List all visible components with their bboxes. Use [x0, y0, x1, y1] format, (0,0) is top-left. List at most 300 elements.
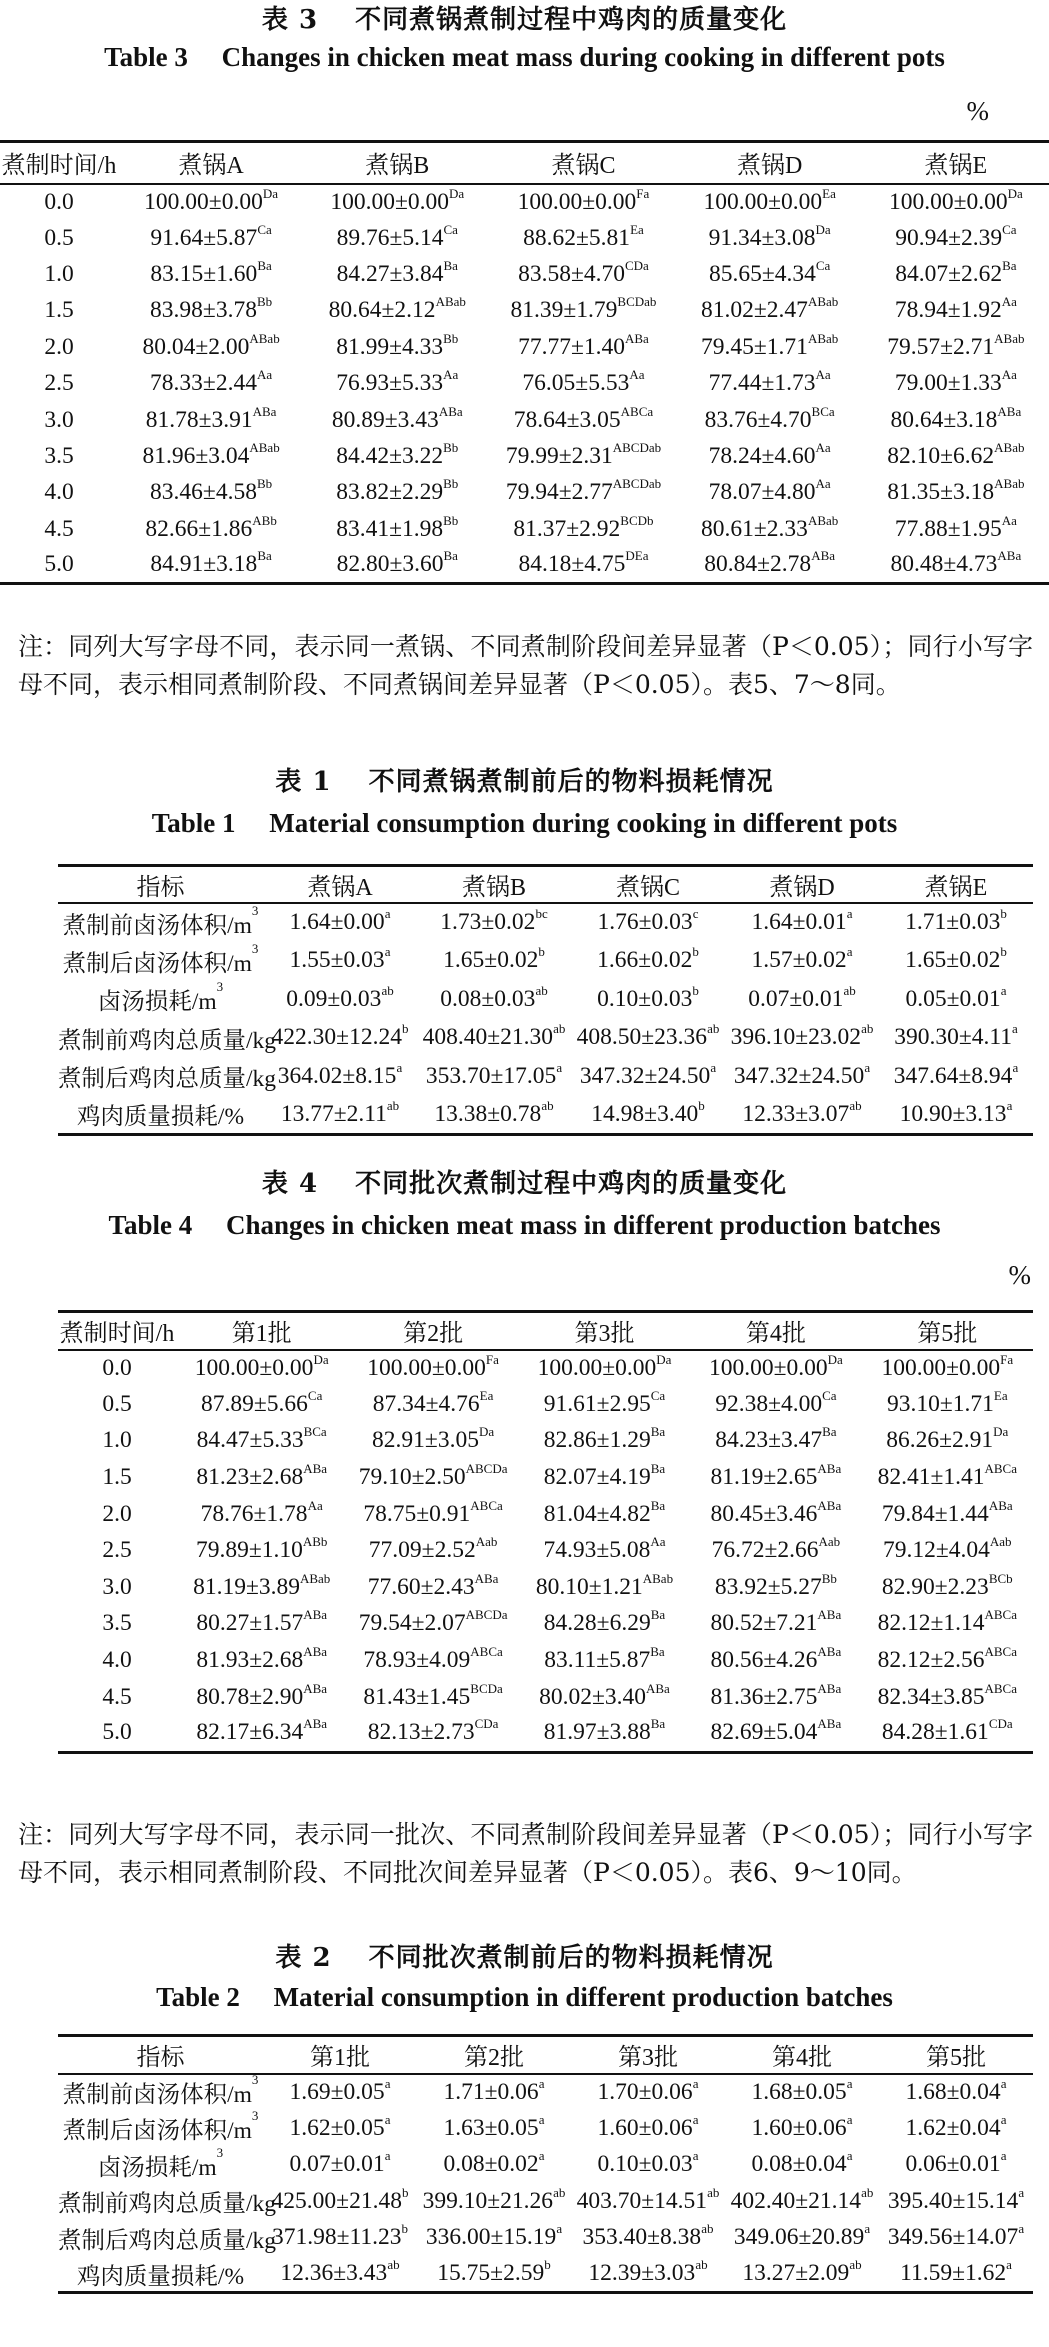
table-cell [417, 2110, 571, 2147]
table-cell [490, 475, 676, 511]
row-label [0, 256, 118, 292]
cell-value: 80.02±3.40 [539, 1683, 646, 1710]
significance-letters: Da [827, 1351, 843, 1367]
cell-value: 83.15±1.60 [150, 260, 258, 287]
cell-value: 13.38±0.78 [434, 1100, 542, 1127]
table-cell [347, 1642, 518, 1679]
cell-value: 92.38±4.00 [715, 1390, 823, 1417]
cell-value: 78.24±4.60 [708, 442, 816, 469]
significance-letters: DEa [625, 548, 649, 564]
column-header: 第3批 [571, 2036, 725, 2074]
cell-value: 81.93±2.68 [196, 1647, 304, 1674]
cell-value: 78.64±3.05 [513, 406, 621, 433]
table-cell [347, 1606, 518, 1643]
significance-letters: a [384, 2148, 391, 2164]
significance-letters: Aa [1001, 367, 1017, 383]
table3-note: 注：同列大写字母不同，表示同一煮锅、不同煮制阶段间差异显著（P＜0.05）；同行小写字母不同，表示相同煮制阶段、不同煮锅间差异显著（P＜0.05）。表5、7～8同。 [18, 632, 1033, 699]
significance-letters: ab [707, 1021, 720, 1037]
cell-value: 408.40±21.30 [422, 1024, 554, 1051]
row-label-text: 煮制前卤汤体积/m [62, 912, 252, 939]
table-cell [263, 2183, 417, 2220]
row-label [58, 942, 263, 981]
significance-letters: Da [313, 1351, 329, 1367]
row-label-text: 煮制后鸡肉总质量/kg [58, 1066, 277, 1093]
row-label-text: 卤汤损耗/m [97, 989, 217, 1016]
significance-letters: Bb [256, 476, 273, 492]
cell-value: 88.62±5.81 [523, 224, 631, 251]
column-header-label: 指标 [58, 866, 263, 904]
table-cell [263, 2256, 417, 2293]
table-cell [862, 1532, 1033, 1569]
table-cell [690, 1569, 861, 1606]
significance-letters: ABCDab [612, 439, 662, 455]
cell-value: 1.70±0.06 [597, 2078, 693, 2105]
row-label [0, 547, 118, 583]
significance-letters: Aa [629, 367, 645, 383]
significance-letters: Aa [815, 367, 831, 383]
significance-letters: Ba [1002, 257, 1017, 273]
significance-letters: Ba [650, 1716, 666, 1732]
significance-letters: a [692, 2111, 699, 2127]
table-cell [176, 1459, 347, 1496]
table-cell [118, 402, 304, 438]
column-header: 煮锅C [571, 866, 725, 904]
significance-letters: Aa [1001, 294, 1017, 310]
table-cell [118, 256, 304, 292]
table-cell [176, 1642, 347, 1679]
significance-letters: Ba [650, 1644, 665, 1660]
table-cell [879, 980, 1033, 1019]
row-label-text: 0.0 [44, 188, 74, 215]
cell-value: 84.28±6.29 [543, 1610, 651, 1637]
table-cell [863, 256, 1049, 292]
significance-letters: BCa [811, 403, 835, 419]
table-cell [118, 329, 304, 365]
significance-letters: Ba [650, 1607, 666, 1623]
column-header-label: 煮制时间/h [58, 1312, 176, 1350]
column-header: 煮锅D [677, 142, 863, 184]
row-label-text: 2.0 [44, 333, 74, 360]
significance-letters: ABa [988, 1497, 1013, 1513]
table-cell [304, 256, 490, 292]
table-cell [490, 256, 676, 292]
row-label [58, 1642, 176, 1679]
significance-letters: ABab [807, 294, 839, 310]
row-label-text: 2.0 [102, 1500, 132, 1527]
table-cell [879, 2147, 1033, 2184]
table-cell [725, 980, 879, 1019]
significance-letters: ABCDa [465, 1607, 508, 1623]
row-label [0, 438, 118, 474]
table-cell [690, 1679, 861, 1716]
significance-letters: Aa [307, 1497, 323, 1513]
cell-value: 0.10±0.03 [597, 985, 693, 1012]
table-cell [347, 1496, 518, 1533]
table-cell [677, 547, 863, 583]
significance-letters: Da [815, 221, 831, 237]
significance-letters: ab [386, 1097, 400, 1113]
significance-letters: b [401, 1021, 409, 1037]
table-cell [571, 1096, 725, 1135]
cell-value: 84.42±3.22 [336, 442, 444, 469]
table-cell [863, 184, 1049, 220]
significance-letters: ABa [303, 1607, 328, 1623]
significance-letters: ABCa [470, 1497, 503, 1513]
significance-letters: ABa [303, 1680, 328, 1696]
significance-letters: ABb [302, 1534, 328, 1550]
table-cell [490, 511, 676, 547]
table-cell [519, 1496, 690, 1533]
cell-value: 13.27±2.09 [742, 2260, 850, 2286]
table4-cn-title: 表 4 不同批次煮制过程中鸡肉的质量变化 [261, 1169, 788, 1199]
cell-value: 1.68±0.04 [905, 2078, 1001, 2105]
cell-value: 80.48±4.73 [890, 551, 998, 578]
table4-section [0, 1166, 1049, 1244]
row-label [58, 2183, 277, 2220]
row-label-superscript: 3 [251, 2108, 259, 2124]
table-cell [263, 980, 417, 1019]
table-cell [304, 184, 490, 220]
table-cell [725, 2147, 879, 2184]
significance-letters: Bb [443, 439, 459, 455]
cell-value: 81.99±4.33 [336, 333, 444, 360]
cell-value: 82.86±1.29 [543, 1427, 651, 1454]
column-header: 第2批 [417, 2036, 571, 2074]
table1-header [58, 866, 1033, 904]
table-cell [347, 1386, 518, 1423]
cell-value: 85.65±4.34 [708, 260, 816, 287]
significance-letters: a [846, 944, 853, 960]
cell-value: 83.76±4.70 [704, 406, 812, 433]
cell-value: 408.50±23.36 [576, 1024, 708, 1051]
significance-letters: ABa [817, 1461, 842, 1477]
table-cell [725, 1019, 879, 1058]
significance-letters: ABa [474, 1570, 499, 1586]
cell-value: 100.00±0.00 [881, 1354, 1001, 1381]
table4-header [58, 1312, 1033, 1350]
significance-letters: ABa [438, 403, 463, 419]
column-header: 第1批 [176, 1312, 347, 1350]
cell-value: 82.17±6.34 [196, 1719, 304, 1746]
significance-letters: b [538, 944, 545, 960]
table-cell [490, 220, 676, 256]
significance-letters: ABab [435, 294, 466, 310]
column-header-label: 煮制时间/h [0, 142, 118, 184]
cell-value: 402.40±21.14 [730, 2187, 862, 2214]
cell-value: 390.30±4.11 [894, 1024, 1012, 1051]
significance-letters: Ba [822, 1424, 837, 1440]
cell-value: 91.61±2.95 [543, 1390, 651, 1417]
significance-letters: a [538, 2148, 545, 2164]
significance-letters: Da [478, 1424, 495, 1440]
cell-value: 81.19±3.89 [193, 1573, 300, 1600]
cell-value: 84.91±3.18 [150, 551, 258, 578]
table-row [58, 1606, 1033, 1643]
cell-value: 1.63±0.05 [443, 2114, 539, 2141]
table-cell [304, 438, 490, 474]
table3 [0, 140, 1049, 585]
table2-cn-title: 表 2 不同批次煮制前后的物料损耗情况 [275, 1943, 774, 1973]
table-cell [490, 329, 676, 365]
table2-body [58, 2074, 1033, 2293]
table-cell [347, 1715, 518, 1752]
table-cell [677, 184, 863, 220]
column-header: 煮锅A [263, 866, 417, 904]
significance-letters: ABa [817, 1607, 842, 1623]
cell-value: 100.00±0.00 [330, 188, 450, 215]
table-row [58, 2110, 1033, 2147]
significance-letters: a [1012, 1059, 1019, 1075]
cell-value: 77.09±2.52 [368, 1537, 476, 1564]
significance-letters: ABCa [984, 1607, 1017, 1623]
column-header: 煮锅E [879, 866, 1033, 904]
significance-letters: ab [541, 1097, 554, 1113]
row-label-text: 4.0 [102, 1647, 132, 1674]
row-label-text: 2.5 [44, 370, 74, 397]
significance-letters: ABab [807, 512, 839, 528]
significance-letters: ABab [249, 330, 280, 346]
cell-value: 78.94±1.92 [894, 297, 1002, 324]
table-cell [725, 942, 879, 981]
cell-value: 81.19±2.65 [710, 1464, 818, 1491]
table-row [58, 2074, 1033, 2111]
table-cell [263, 1057, 417, 1096]
cell-value: 347.32±24.50 [733, 1062, 865, 1089]
cell-value: 100.00±0.00 [367, 1354, 486, 1381]
cell-value: 1.60±0.06 [751, 2114, 847, 2141]
column-header: 煮锅C [490, 142, 676, 184]
cell-value: 74.93±5.08 [543, 1537, 651, 1564]
significance-letters: a [846, 2148, 853, 2164]
table-cell [690, 1715, 861, 1752]
cell-value: 80.64±2.12 [328, 297, 436, 324]
significance-letters: a [846, 2075, 853, 2091]
significance-letters: Bb [443, 330, 459, 346]
row-label [0, 220, 118, 256]
table-cell [263, 2147, 417, 2184]
row-label [58, 2256, 263, 2293]
table-row [58, 1715, 1033, 1752]
cell-value: 82.90±2.23 [881, 1573, 989, 1600]
significance-letters: ab [387, 2257, 400, 2272]
row-label [58, 980, 263, 1019]
table-cell [863, 438, 1049, 474]
cell-value: 1.66±0.02 [597, 947, 693, 974]
significance-letters: BCDb [620, 512, 654, 528]
significance-letters: Aa [1001, 512, 1017, 528]
significance-letters: Ca [1002, 221, 1017, 237]
row-label-text: 煮制前卤汤体积/m [62, 2082, 252, 2109]
significance-letters: ABCDab [612, 476, 662, 492]
table-cell [304, 329, 490, 365]
significance-letters: Da [656, 1351, 672, 1367]
significance-letters: a [556, 1059, 563, 1075]
cell-value: 79.94±2.77 [505, 479, 613, 506]
table-cell [304, 475, 490, 511]
significance-letters: ab [843, 982, 856, 998]
significance-letters: ABa [817, 1497, 842, 1513]
significance-letters: a [538, 2111, 545, 2127]
row-label-text: 4.0 [44, 479, 74, 506]
table-row [0, 293, 1049, 329]
table-cell [863, 402, 1049, 438]
table-cell [677, 293, 863, 329]
cell-value: 77.88±1.95 [894, 515, 1002, 542]
table-cell [863, 329, 1049, 365]
table-row [0, 402, 1049, 438]
cell-value: 100.00±0.00 [708, 1354, 828, 1381]
table-cell [677, 329, 863, 365]
row-label-text: 煮制后鸡肉总质量/kg [58, 2227, 277, 2254]
cell-value: 82.07±4.19 [543, 1464, 651, 1491]
table-cell [490, 184, 676, 220]
table-cell [677, 365, 863, 401]
significance-letters: ABab [994, 476, 1025, 492]
row-label [0, 511, 118, 547]
table-cell [690, 1423, 861, 1460]
table3-cn-title: 表 3 不同煮锅煮制过程中鸡肉的质量变化 [261, 5, 788, 35]
row-label-text: 3.0 [44, 406, 74, 433]
significance-letters: a [384, 2111, 391, 2127]
significance-letters: ABa [811, 548, 836, 564]
significance-letters: ABa [625, 330, 649, 346]
table-cell [176, 1386, 347, 1423]
cell-value: 86.26±2.91 [886, 1427, 994, 1454]
table4 [58, 1310, 1033, 1754]
cell-value: 1.65±0.02 [905, 947, 1001, 974]
table3-unit: % [966, 96, 989, 126]
column-header: 第5批 [879, 2036, 1033, 2074]
significance-letters: a [1006, 1097, 1013, 1113]
table-cell [879, 2110, 1033, 2147]
significance-letters: ab [861, 1021, 874, 1037]
significance-letters: a [1006, 2257, 1012, 2272]
column-header: 煮锅B [417, 866, 571, 904]
significance-letters: c [692, 906, 699, 922]
significance-letters: b [698, 1097, 705, 1113]
row-label-text: 0.0 [102, 1354, 132, 1381]
significance-letters: Ca [307, 1387, 323, 1403]
row-label-text: 煮制前鸡肉总质量/kg [58, 2191, 277, 2218]
cell-value: 1.62±0.04 [905, 2114, 1001, 2141]
cell-value: 1.60±0.06 [597, 2114, 693, 2141]
significance-letters: Aa [650, 1534, 666, 1550]
table-cell [863, 547, 1049, 583]
table-cell [571, 1019, 725, 1058]
column-header: 第2批 [347, 1312, 518, 1350]
significance-letters: CDa [474, 1716, 499, 1732]
row-label-text: 鸡肉质量损耗/% [76, 1104, 245, 1130]
cell-value: 77.77±1.40 [518, 333, 625, 360]
cell-value: 81.23±2.68 [196, 1464, 304, 1491]
cell-value: 78.93±4.09 [363, 1647, 471, 1674]
row-label [58, 2110, 263, 2147]
row-label-text: 5.0 [44, 551, 74, 578]
significance-letters: ABa [303, 1716, 328, 1732]
cell-value: 76.05±5.53 [522, 370, 630, 397]
row-label-superscript: 3 [216, 2144, 224, 2160]
cell-value: 83.58±4.70 [518, 260, 625, 287]
row-label-text: 鸡肉质量损耗/% [76, 2263, 245, 2290]
column-header: 第1批 [263, 2036, 417, 2074]
column-header: 第3批 [519, 1312, 690, 1350]
cell-value: 347.32±24.50 [579, 1062, 711, 1089]
table-cell [118, 547, 304, 583]
table-row [0, 438, 1049, 474]
table4-note: 注：同列大写字母不同，表示同一批次、不同煮制阶段间差异显著（P＜0.05）；同行小写字母不同，表示相同煮制阶段、不同批次间差异显著（P＜0.05）。表6、9～10同。 [18, 1820, 1033, 1887]
cell-value: 100.00±0.00 [888, 188, 1008, 215]
significance-letters: ABab [994, 330, 1025, 346]
significance-letters: ab [849, 2257, 862, 2272]
row-label-text: 1.5 [102, 1464, 132, 1491]
table2-en-title: Table 2 Material consumption in different production batches [156, 1982, 893, 2012]
cell-value: 83.46±4.58 [150, 479, 257, 506]
significance-letters: Bb [821, 1570, 837, 1586]
table-cell [176, 1679, 347, 1716]
significance-letters: a [384, 944, 391, 960]
table-cell [519, 1350, 690, 1387]
row-label-text: 1.0 [44, 260, 74, 287]
cell-value: 1.73±0.02 [440, 909, 536, 936]
significance-letters: ABCa [984, 1461, 1017, 1477]
table-row [58, 2183, 1033, 2220]
significance-letters: a [692, 2075, 699, 2091]
table-row [58, 2256, 1033, 2293]
significance-letters: ABa [817, 1644, 842, 1660]
row-label-text: 卤汤损耗/m [97, 2154, 217, 2181]
table-cell [304, 365, 490, 401]
table-row [58, 1057, 1033, 1096]
significance-letters: Bb [443, 476, 459, 492]
table-row [0, 256, 1049, 292]
cell-value: 78.75±0.91 [363, 1500, 471, 1527]
table-cell [677, 256, 863, 292]
table-cell [879, 1057, 1033, 1096]
cell-value: 100.00±0.00 [537, 1354, 657, 1381]
row-label [0, 293, 118, 329]
cell-value: 81.02±2.47 [701, 297, 808, 324]
table-cell [571, 903, 725, 942]
significance-letters: Ca [815, 257, 831, 273]
row-label [0, 329, 118, 365]
cell-value: 1.76±0.03 [597, 909, 693, 936]
significance-letters: Da [449, 185, 465, 201]
significance-letters: a [846, 906, 853, 922]
cell-value: 353.40±8.38 [582, 2224, 702, 2251]
table-cell [677, 438, 863, 474]
table-row [58, 1019, 1033, 1058]
row-label [0, 365, 118, 401]
table-cell [862, 1496, 1033, 1533]
table-cell [347, 1532, 518, 1569]
row-label-text: 1.0 [102, 1427, 132, 1454]
significance-letters: a [1000, 2148, 1007, 2164]
significance-letters: Ca [443, 221, 458, 237]
cell-value: 79.99±2.31 [505, 442, 613, 469]
significance-letters: ab [861, 2184, 874, 2200]
row-label [0, 402, 118, 438]
column-header: 煮锅B [304, 142, 490, 184]
significance-letters: Ca [822, 1387, 837, 1403]
cell-value: 80.78±2.90 [196, 1683, 304, 1710]
table-cell [304, 547, 490, 583]
table-cell [879, 1096, 1033, 1135]
significance-letters: a [1018, 2221, 1025, 2237]
table-cell [176, 1606, 347, 1643]
significance-letters: Aab [818, 1534, 841, 1550]
significance-letters: Aa [256, 367, 273, 383]
row-label-superscript: 3 [251, 940, 259, 956]
